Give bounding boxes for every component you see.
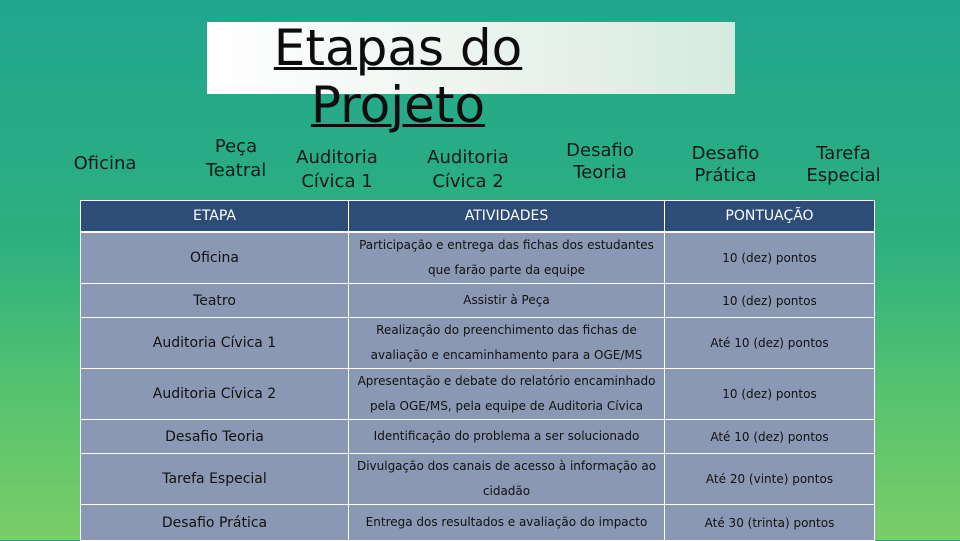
cell-pontuacao: 10 (dez) pontos bbox=[665, 369, 875, 420]
table-row bbox=[81, 420, 875, 454]
table-row bbox=[81, 318, 875, 369]
table-header-row bbox=[81, 201, 875, 233]
step-oficina: Oficina bbox=[73, 153, 137, 174]
cell-pontuacao: Até 10 (dez) pontos bbox=[665, 318, 875, 369]
header-etapa: ETAPA bbox=[81, 201, 349, 233]
table-row bbox=[81, 284, 875, 318]
header-pontuacao: PONTUAÇÃO bbox=[665, 201, 875, 233]
table-row bbox=[81, 454, 875, 505]
cell-atividades bbox=[349, 232, 665, 284]
cell-atividades bbox=[349, 454, 665, 505]
table-row bbox=[81, 505, 875, 541]
activity-text: Apresentação e debate do relatório encaminhado bbox=[357, 374, 656, 388]
step-tarefa-especial: Tarefa Especial bbox=[806, 143, 881, 186]
cell-atividades bbox=[349, 369, 665, 420]
cell-pontuacao: Até 20 (vinte) pontos bbox=[665, 454, 875, 505]
cell-etapa: Desafio Prática bbox=[81, 505, 349, 541]
activity-text: pela OGE/MS, pela equipe de Auditoria Cívica bbox=[370, 399, 643, 413]
page-title: Etapas do Projeto bbox=[273, 19, 523, 134]
activity-text: Participação e entrega das fichas dos estudantes bbox=[359, 238, 654, 252]
step-desafio-teoria: Desafio Teoria bbox=[566, 140, 634, 183]
cell-pontuacao: 10 (dez) pontos bbox=[665, 232, 875, 284]
cell-pontuacao: Até 10 (dez) pontos bbox=[665, 420, 875, 454]
cell-atividades bbox=[349, 284, 665, 318]
cell-etapa: Auditoria Cívica 2 bbox=[81, 369, 349, 420]
activity-text: Realização do preenchimento das fichas de bbox=[376, 323, 637, 337]
activity-text: Divulgação dos canais de acesso à informação ao bbox=[356, 459, 657, 473]
activity-text: Identificação do problema a ser solucionado bbox=[373, 429, 640, 443]
cell-pontuacao: Até 30 (trinta) pontos bbox=[665, 505, 875, 541]
cell-etapa: Auditoria Cívica 1 bbox=[81, 318, 349, 369]
activity-text: Entrega dos resultados e avaliação do impacto bbox=[365, 515, 648, 529]
score-table bbox=[80, 200, 874, 540]
cell-atividades bbox=[349, 318, 665, 369]
activity-text: avaliação e encaminhamento para a OGE/MS bbox=[370, 348, 643, 362]
cell-atividades bbox=[349, 420, 665, 454]
activity-text: Assistir à Peça bbox=[463, 293, 550, 307]
step-auditoria-civica-2: Auditoria Cívica 2 bbox=[427, 147, 509, 192]
table-row bbox=[81, 232, 875, 284]
cell-etapa: Tarefa Especial bbox=[81, 454, 349, 505]
step-desafio-pratica: Desafio Prática bbox=[691, 143, 760, 186]
step-auditoria-civica-1: Auditoria Cívica 1 bbox=[296, 147, 378, 192]
step-peca-teatral: Peça Teatral bbox=[205, 136, 267, 181]
cell-etapa: Teatro bbox=[81, 284, 349, 318]
cell-atividades bbox=[349, 505, 665, 541]
table-row bbox=[81, 369, 875, 420]
activity-text: que farão parte da equipe bbox=[428, 263, 585, 277]
header-atividades: ATIVIDADES bbox=[349, 201, 665, 233]
cell-pontuacao: 10 (dez) pontos bbox=[665, 284, 875, 318]
activity-text: cidadão bbox=[482, 484, 531, 498]
cell-etapa: Oficina bbox=[81, 232, 349, 284]
cell-etapa: Desafio Teoria bbox=[81, 420, 349, 454]
